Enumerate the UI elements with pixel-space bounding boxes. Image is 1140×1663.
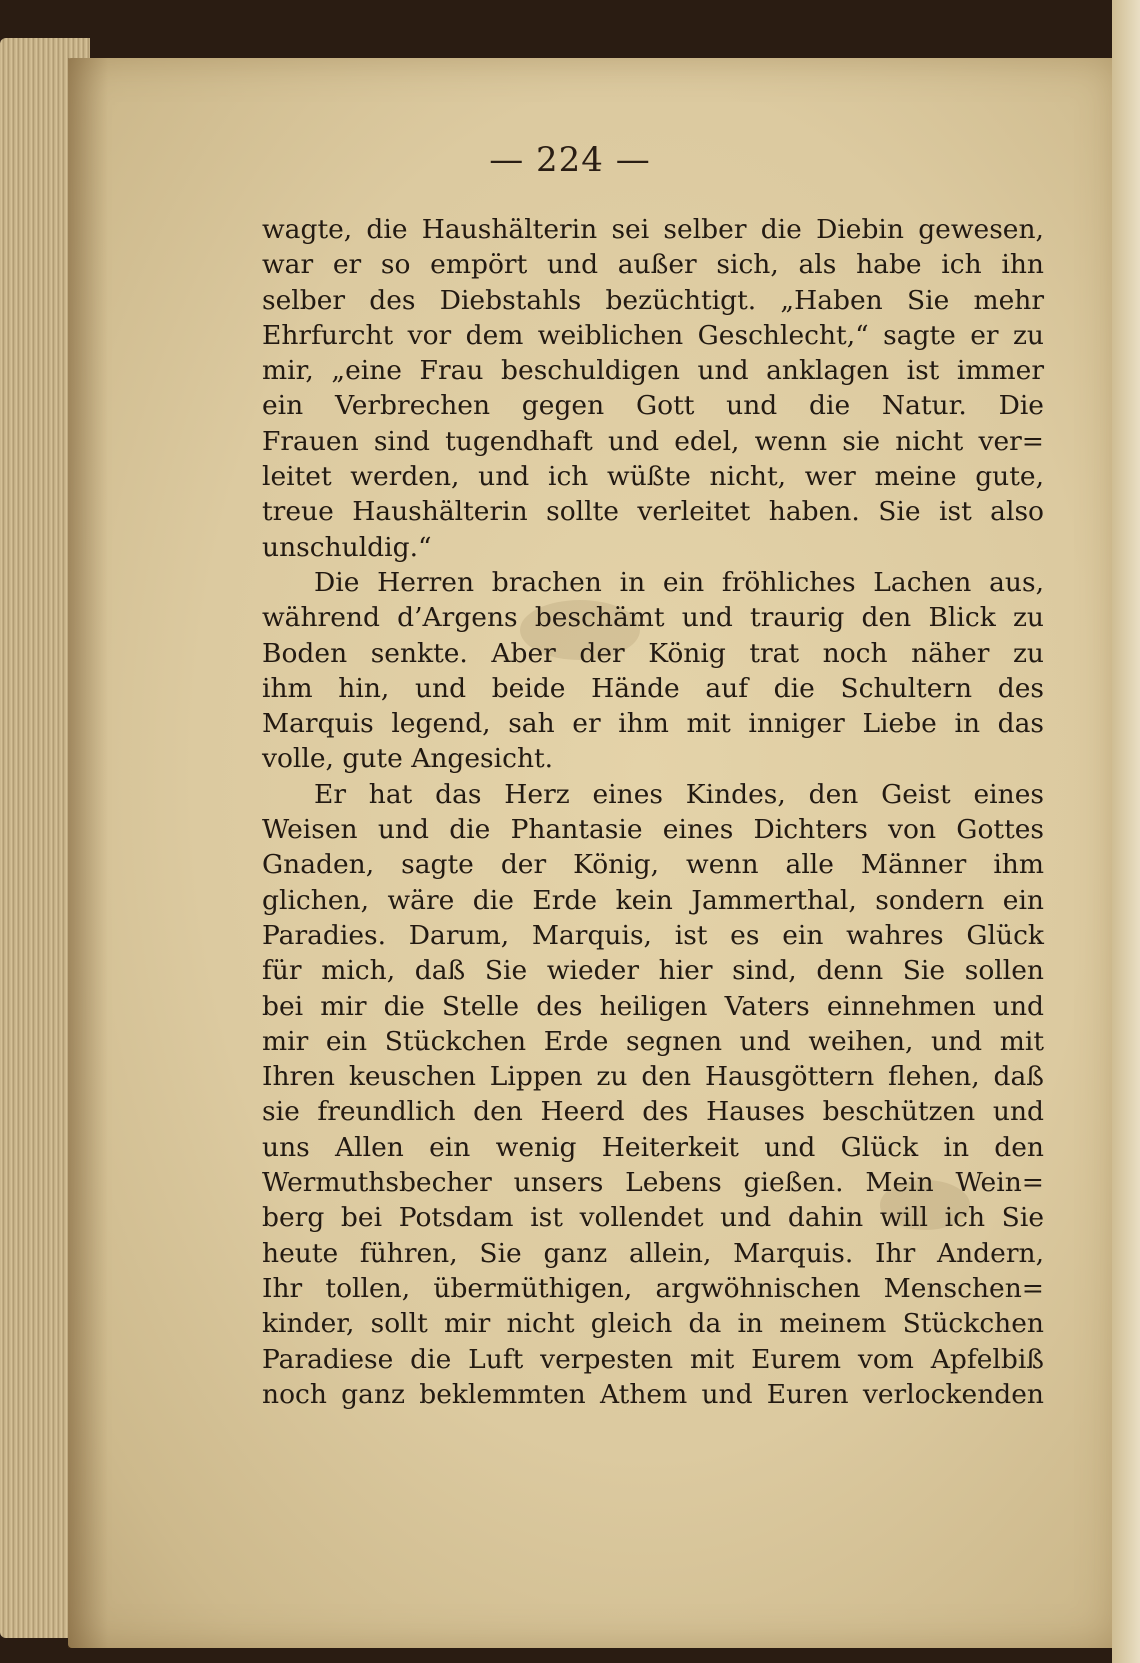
text-line: Ehrfurcht vor dem weiblichen Geschlecht,“ sagte er zu — [262, 319, 1044, 351]
text-line: Paradiese die Luft verpesten mit Eurem vom Apfelbiß — [262, 1343, 1044, 1375]
text-line: Marquis legend, sah er ihm mit inniger Liebe in das — [262, 708, 1044, 740]
text-line: für mich, daß Sie wieder hier sind, denn Sie sollen — [262, 955, 1044, 987]
text-line: Ihren keuschen Lippen zu den Hausgöttern flehen, daß — [262, 1061, 1044, 1093]
text-line: Ihr tollen, übermüthigen, argwöhnischen Menschen= — [262, 1272, 1044, 1304]
page-right-edge — [1112, 0, 1140, 1663]
text-line: Paradies. Darum, Marquis, ist es ein wahres Glück — [262, 919, 1044, 951]
text-line: volle, gute Angesicht. — [262, 743, 554, 775]
text-line: unschuldig.“ — [262, 531, 432, 563]
text-line: berg bei Potsdam ist vollendet und dahin will ich Sie — [262, 1202, 1044, 1234]
text-line: sie freundlich den Heerd des Hauses beschützen und — [262, 1096, 1044, 1128]
text-line: ihm hin, und beide Hände auf die Schultern des — [262, 672, 1044, 704]
text-line: uns Allen ein wenig Heiterkeit und Glück in den — [262, 1131, 1044, 1163]
page-number: — 224 — — [489, 140, 651, 180]
text-line: treue Haushälterin sollte verleitet haben. Sie ist also — [262, 496, 1044, 528]
text-line: glichen, wäre die Erde kein Jammerthal, sondern ein — [262, 884, 1044, 916]
text-line: während d’Argens beschämt und traurig den Blick zu — [262, 602, 1044, 634]
text-line: heute führen, Sie ganz allein, Marquis. Ihr Andern, — [262, 1237, 1044, 1269]
text-line: mir, „eine Frau beschuldigen und anklagen ist immer — [262, 355, 1044, 387]
text-line: Boden senkte. Aber der König trat noch näher zu — [262, 637, 1044, 669]
text-line: noch ganz beklemmten Athem und Euren verlockenden — [262, 1378, 1044, 1410]
text-line: Er hat das Herz eines Kindes, den Geist eines — [314, 778, 1044, 810]
text-line: Weisen und die Phantasie eines Dichters von Gottes — [262, 814, 1044, 846]
text-line: mir ein Stückchen Erde segnen und weihen, und mit — [262, 1025, 1044, 1057]
text-line: Gnaden, sagte der König, wenn alle Männer ihm — [262, 849, 1044, 881]
text-line: kinder, sollt mir nicht gleich da in meinem Stückchen — [262, 1308, 1044, 1340]
text-line: leitet werden, und ich wüßte nicht, wer meine gute, — [262, 461, 1044, 493]
text-line: Wermuthsbecher unsers Lebens gießen. Mein Wein= — [262, 1167, 1044, 1199]
text-line: wagte, die Haushälterin sei selber die Diebin gewesen, — [262, 214, 1044, 245]
text-line: Frauen sind tugendhaft und edel, wenn sie nicht ver= — [262, 425, 1044, 457]
text-line: bei mir die Stelle des heiligen Vaters einnehmen und — [262, 990, 1044, 1022]
binding-gutter — [68, 58, 108, 1648]
text-line: ein Verbrechen gegen Gott und die Natur. Die — [262, 390, 1044, 422]
text-line: Die Herren brachen in ein fröhliches Lachen aus, — [314, 566, 1044, 598]
text-line: war er so empört und außer sich, als habe ich ihn — [262, 249, 1044, 281]
text-line: selber des Diebstahls bezüchtigt. „Haben Sie mehr — [262, 284, 1044, 316]
body-text — [262, 212, 1044, 1412]
